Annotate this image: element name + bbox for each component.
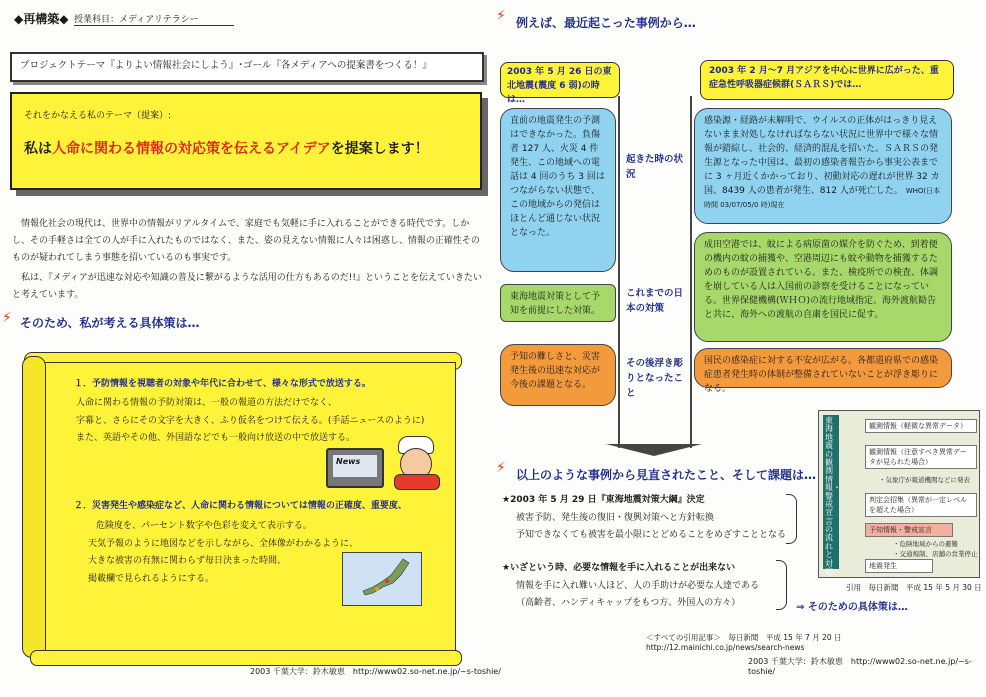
case1-situation: 直前の地震発生の予測はできなかった。負傷者 127 人、火災 4 件発生、この地域への電話は 4 回のうち 3 回はつながらない状態で、この地域からの発信はほとんど通じない状況となった。 [500, 108, 616, 272]
body-paragraph-1: 情報化社会の現代は、世界中の情報がリアルタイムで、家庭でも気軽に手に入れることができる時代です。しかし、その手軽さは全ての人が手に入れたものではなく、また、姿の見えない情報に人々は困惑し、情報の正確性そのものが疑われてしまう事態を招いているのも事実です。 [12, 219, 480, 264]
right-footer: 2003 千葉大学：鈴木敏恵 http://www02.so-net.ne.jp/~s-toshie/ [748, 657, 972, 676]
connector-line [690, 96, 692, 448]
case2-issue: 国民の感染症に対する不安が広がる。各都道府県での感染症患者発生時の体制が整備されていないことが浮き彫りになる。 [694, 348, 952, 388]
point2-body [88, 518, 358, 588]
announcer-icon [392, 436, 440, 488]
case1-measures: 東海地震対策として予知を前提にした対策。 [500, 284, 616, 322]
down-arrow-icon [606, 444, 702, 456]
flow-step: 観測情報（軽微な異常データ） [865, 419, 977, 433]
brace-icon [776, 560, 787, 610]
lightning-icon: ⚡ [496, 8, 506, 24]
point1-body [76, 395, 424, 448]
brace-icon [786, 494, 797, 544]
header-title: ◆再構築◆ [14, 12, 69, 26]
theme-intro: それをかなえる私のテーマ（提案）: [24, 111, 172, 121]
row-label-issue: その後浮き彫りとなったこと [626, 358, 684, 400]
point2-line: 掲載欄で見られるようにする。 [88, 573, 215, 584]
lesson2-line: （高齢者、ハンディキャップをもつ方、外国人の方々） [516, 598, 741, 609]
case1-title: 2003 年 5 月 26 日の東北地震(震度 6 弱)の時は… [507, 67, 612, 105]
lightning-icon: ⚡ [496, 460, 506, 476]
flow-step: 判定会招集（異常が一定レベルを超えた場合） [865, 493, 977, 517]
case1-title-box [500, 62, 620, 105]
flow-title: 東海地震の観測情報・警戒宣言の流れと対応 [825, 416, 841, 577]
lesson1-line: 予知できなくても被害を最小限にとどめることをめざすこととなる [516, 530, 787, 541]
case2-situation [694, 108, 952, 224]
project-theme: プロジェクトテーマ『よりよい情報社会にしよう』･ゴール『各メディアへの提案書をつくる！』 [20, 60, 432, 71]
lesson2-line: 情報を手に入れ難い人ほど、人の手助けが必要な人達である [516, 580, 760, 591]
connector-line [618, 96, 620, 448]
point1-line: 字幕と、さらにその文字を大きく、ふり仮名をつけて伝える。(手話ニュースのように) [76, 415, 425, 426]
scroll-bottom-roll [30, 650, 462, 666]
point2-title: ２．災害発生や感染症など、人命に関わる情報については情報の正確度、重要度、 [74, 501, 407, 511]
point1-line: 人命に関わる情報の予防対策は、一般の報道の方法だけでなく、 [76, 398, 337, 408]
lessons-heading: 以上のような事例から見直されたこと、そして課題は… [516, 468, 817, 482]
lesson1-line: 被害予防、発生後の復旧・復興対策へと方針転換 [516, 512, 715, 523]
theme-box [10, 92, 482, 190]
point2-line: 大きな被害の有無に関わらず毎日決まった時間、 [88, 556, 287, 567]
case2-situation-text: 感染源・経路が未解明で、ウイルスの正体がはっきり見えないまま対処しなければならない状況に世界中で様々な情報が錯綜し、社会的、経済的混乱を招いた。ＳＡＲＳの発生源となった中国は、最初の感染者報告から事実公表までに 3 ヶ月近くかかっており、初動対応の遅れが世界 32 カ国、8439 人の患者が発生、812 人が死亡した。 [704, 116, 940, 196]
lesson2 [502, 560, 759, 613]
point2-line: 危険度を、パーセント数字や色彩を変えて表示する。 [96, 521, 312, 531]
scroll-left-roll [22, 356, 46, 658]
row-label-situation: 起きた時の状況 [626, 154, 684, 181]
body-paragraph-2: 私は、『メディアが迅速な対応や知識の普及に繋がるような活用の仕方もあるのだ!!』ということを伝えていきたいと考えています。 [12, 273, 482, 301]
lesson2-title: ★いざという時、必要な情報を手に入れることが出来ない [502, 563, 736, 573]
flow-step: 観測情報（注意すべき異常データが見られた場合） [865, 445, 977, 469]
project-theme-box [10, 52, 484, 82]
flow-step: 地震発生 [865, 559, 933, 573]
flow-source: 引用 毎日新聞 平成 15 年 5 月 30 日 [846, 583, 982, 592]
point1-title: １．予防情報を視聴者の対象や年代に合わせて、様々な形式で放送する。 [74, 379, 371, 389]
flow-note: ・危険地域からの避難 [893, 540, 958, 548]
citation: ＜すべての引用記事＞ 毎日新聞 平成 15 年 7 月 20 日 http://12.mainichi.co.jp/news/search-news [646, 633, 850, 652]
flow-note: ・気象庁が報道機関などに発表 [879, 476, 970, 484]
case2-title-box [700, 60, 954, 100]
row-label-measures: これまでの日本の対策 [626, 288, 684, 315]
sub-heading: そのため、私が考える具体策は… [20, 316, 200, 330]
case2-source: WHO(日本時間 03/07/05/0 時)現在 [704, 186, 941, 209]
right-heading: 例えば、最近起こった事例から… [516, 16, 696, 30]
lightning-icon: ⚡ [2, 310, 12, 326]
flow-chart [818, 410, 980, 578]
lesson1 [502, 492, 786, 545]
conclusion: ⇒ そのための具体策は… [796, 602, 908, 613]
header-subject: 授業科目：メディアリテラシー [74, 12, 234, 26]
tv-screen: News [333, 455, 377, 477]
flow-note: ・交通規制、店舗の営業停止 [893, 550, 978, 558]
flow-step: 予知情報・警戒宣言 [865, 523, 953, 537]
point2-line: 天気予報のように地図などを示しながら、全体像がわかるように、 [88, 538, 359, 549]
case1-issue: 予知の難しさと、災害発生後の迅速な対応が今後の課題となる。 [500, 344, 616, 406]
theme-statement: 私は人命に関わる情報の対応策を伝えるアイデアを提案します！ [24, 141, 429, 157]
map-icon [342, 552, 422, 606]
left-footer: 2003 千葉大学：鈴木敏恵 http://www02.so-net.ne.jp/~s-toshie/ [250, 667, 501, 676]
tv-icon [326, 448, 384, 488]
lesson1-title: ★2003 年 5 月 29 日『東海地震対策大綱』決定 [502, 495, 705, 505]
point1-line: また、英語やその他、外国語などでも一般向け放送の中で放送する。 [76, 433, 356, 444]
case2-title: 2003 年 2 月～7 月アジアを中心に世界に広がった、重症急性呼吸器症候群(ＳＡＲＳ)では… [709, 66, 939, 90]
case2-measures: 成田空港では、蚊による病原菌の媒介を防ぐため、到着便の機内の蚊の捕獲や、空港周辺にも蚊や動物を捕獲するためのものが設置されている。また、検疫所での検査、体調を崩している人は入国前の診察を受けることになっている。世界保健機構(ＷＨＯ)の流行地域指定、海外渡航勧告と共に、海外への渡航の自粛を国民に促す。 [694, 232, 952, 342]
